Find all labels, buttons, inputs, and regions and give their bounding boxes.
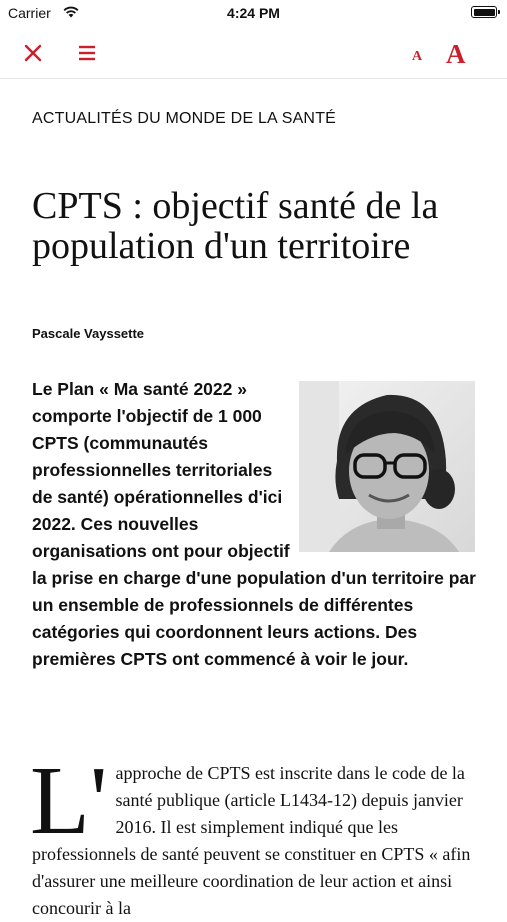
clock: 4:24 PM bbox=[227, 5, 280, 21]
dropcap: L' bbox=[30, 747, 108, 855]
lead-text: Le Plan « Ma santé 2022 » comporte l'objectif de 1 000 CPTS (communautés professionnelles territoriales de santé) opérationnelles d'ici 2022. Ces nouvelles organisations ont pour objectif la prise en charge d'une population d'un territoire par un ensemble de professionnels de différentes catégories qui coordonnent leurs actions. Des premières CPTS ont commencé à voir le jour. bbox=[32, 379, 476, 669]
body-text: approche de CPTS est inscrite dans le code de la santé publique (article L1434-12) depuis janvier 2016. Il est simplement indiqué que les professionnels de santé peuvent se constituer en CPTS « afin d'assurer une meilleure coordination de leur action et ainsi concourir à la bbox=[32, 763, 471, 918]
article-author: Pascale Vayssette bbox=[32, 326, 145, 341]
article-lead bbox=[32, 376, 478, 673]
increase-font-button[interactable]: A bbox=[446, 39, 466, 69]
article-title: CPTS : objectif santé de la population d'un territoire bbox=[32, 185, 439, 267]
menu-icon[interactable] bbox=[76, 42, 98, 64]
battery-icon bbox=[471, 6, 497, 18]
decrease-font-button[interactable]: A bbox=[412, 49, 423, 64]
article-toolbar bbox=[0, 30, 507, 79]
carrier-label: Carrier bbox=[8, 5, 51, 21]
article-body bbox=[30, 747, 478, 922]
photo-wrap-spacer bbox=[296, 376, 478, 562]
article-category: ACTUALITÉS DU MONDE DE LA SANTÉ bbox=[32, 110, 337, 127]
close-icon[interactable] bbox=[22, 42, 44, 64]
status-bar bbox=[0, 0, 507, 28]
